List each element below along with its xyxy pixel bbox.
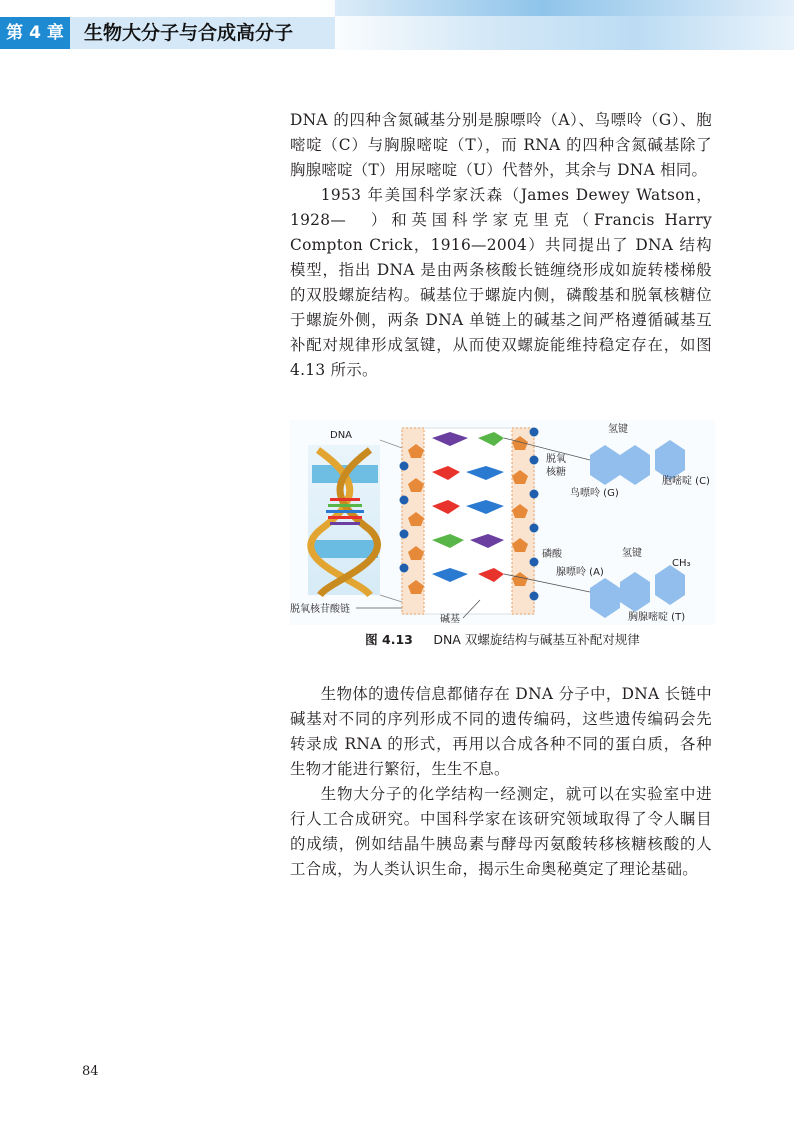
paragraph: 生物体的遗传信息都储存在 DNA 分子中，DNA 长链中碱基对不同的序列形成不同的遗传编码，这些遗传编码会先转录成 RNA 的形式，再用以合成各种不同的蛋白质，各种生物才能进行繁衍，生生不息。: [290, 685, 712, 778]
phosphate-label: 磷酸: [542, 549, 562, 560]
thymine-label: 胸腺嘧啶 (T): [628, 612, 686, 623]
cytosine-label: 胞嘧啶 (C): [662, 476, 710, 487]
dna-figure: [290, 420, 715, 625]
deoxyribose-label-2: 核糖: [546, 467, 566, 478]
nucleotide-chain-label: 脱氧核苷酸链: [290, 604, 350, 615]
header-accent-bar: [335, 0, 794, 16]
dna-label: DNA: [330, 430, 353, 441]
body-text-top: [290, 108, 712, 383]
adenine-label: 腺嘌呤 (A): [556, 567, 604, 578]
hydrogen-bond-label-2: 氢键: [622, 548, 642, 559]
figure-caption-text: DNA 双螺旋结构与碱基互补配对规律: [433, 632, 640, 647]
hydrogen-bond-label-1: 氢键: [608, 424, 628, 435]
chapter-title: 生物大分子与合成高分子: [70, 17, 335, 49]
figure-caption-number: 图 4.13: [365, 632, 413, 647]
paragraph: 生物大分子的化学结构一经测定，就可以在实验室中进行人工合成研究。中国科学家在该研究领域取得了令人瞩目的成绩，例如结晶牛胰岛素与酵母丙氨酸转移核糖核酸的人工合成，为人类认识生命，揭示生命奥秘奠定了理论基础。: [290, 785, 712, 878]
paragraph: DNA 的四种含氮碱基分别是腺嘌呤（A）、鸟嘌呤（G）、胞嘧啶（C）与胸腺嘧啶（T），而 RNA 的四种含氮碱基除了胸腺嘧啶（T）用尿嘧啶（U）代替外，其余与 DNA 相同。: [290, 111, 712, 179]
figure-caption: [290, 630, 715, 648]
body-text-bottom: [290, 682, 712, 882]
chapter-label: 第 4 章: [0, 17, 70, 49]
right-backbone: [512, 428, 534, 614]
paragraph: 1953 年美国科学家沃森（James Dewey Watson，1928— ）和英国科学家克里克（Francis Harry Compton Crick，1916—2004）共同提出了 DNA 结构模型，指出 DNA 是由两条核酸长链缠绕形成如旋转楼梯般的双股螺旋结构。碱基位于螺旋内侧，磷酸基和脱氧核糖位于螺旋外侧，两条 DNA 单链上的碱基之间严格遵循碱基互补配对规律形成氢键，从而使双螺旋能维持稳定存在，如图 4.13 所示。: [290, 186, 712, 379]
base-label: 碱基: [440, 614, 460, 625]
ch3-label: CH₃: [672, 558, 691, 569]
guanine-label: 鸟嘌呤 (G): [570, 488, 619, 499]
page-number: 84: [82, 1064, 99, 1079]
deoxyribose-label: 脱氧: [546, 454, 566, 465]
helix-band: [312, 540, 378, 558]
